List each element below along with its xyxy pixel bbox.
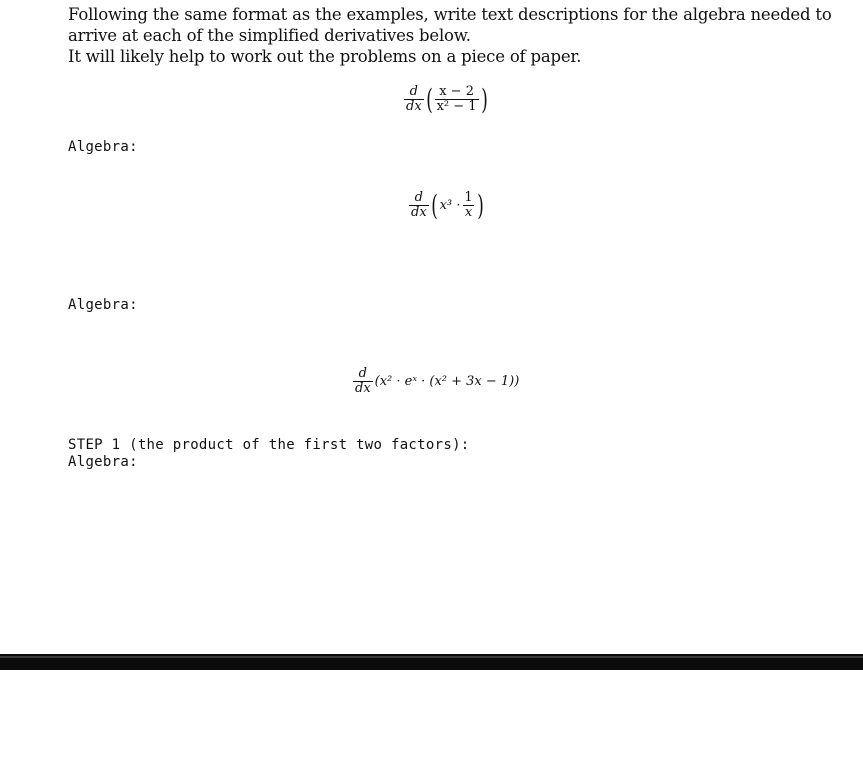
instruction-line-2: arrive at each of the simplified derivatives below. bbox=[68, 26, 471, 45]
product-expression: (x² · eˣ · (x² + 3x − 1)) bbox=[374, 374, 520, 389]
problem-3-expression bbox=[353, 366, 519, 396]
derivative-operator: $\frac{d}{dx}$ bbox=[406, 84, 422, 114]
left-paren: ( bbox=[430, 188, 438, 222]
right-paren: ) bbox=[480, 82, 488, 116]
problem-1-expression bbox=[404, 84, 490, 114]
problem-2-expression bbox=[409, 190, 486, 220]
problem-3-step-label: STEP 1 (the product of the first two factors): bbox=[68, 437, 470, 453]
x-cubed-term: x³ · bbox=[439, 198, 461, 213]
page-divider-highlight bbox=[0, 656, 863, 658]
problem-3-algebra-label: Algebra: bbox=[68, 454, 138, 470]
inner-numerator: x − 2 bbox=[439, 84, 474, 99]
instruction-line-1: Following the same format as the examples, write text descriptions for the algebra needed to bbox=[68, 5, 832, 24]
instruction-line-3: It will likely help to work out the problems on a piece of paper. bbox=[68, 47, 582, 66]
right-paren: ) bbox=[476, 188, 484, 222]
instructions bbox=[68, 4, 848, 67]
problem-2-algebra-label: Algebra: bbox=[68, 297, 138, 313]
derivative-operator: $\frac{d}{dx}$ bbox=[355, 366, 371, 396]
inner-fraction bbox=[435, 85, 479, 114]
one-over-x: $\frac{1}{x}$ bbox=[464, 190, 473, 220]
derivative-operator: $\frac{d}{dx}$ bbox=[411, 190, 427, 220]
problem-1-algebra-label: Algebra: bbox=[68, 139, 138, 155]
inner-denominator: x² − 1 bbox=[436, 99, 477, 114]
left-paren: ( bbox=[425, 82, 433, 116]
